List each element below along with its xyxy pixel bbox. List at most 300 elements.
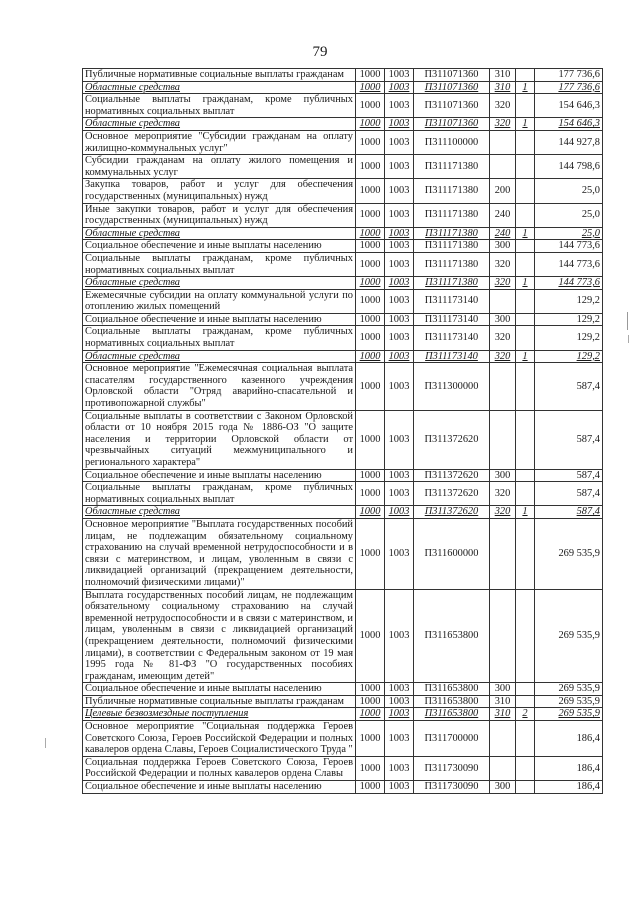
cell-name [83,482,356,506]
cell-expense-type-text: 300 [494,469,511,481]
cell-name-text: Публичные нормативные социальные выплаты гражданам [85,695,345,707]
cell-funding-source [516,683,535,696]
cell-section [356,203,385,227]
cell-amount-text: 154 646,3 [558,99,600,111]
cell-target-code [414,708,490,721]
table-row [83,227,603,240]
cell-name-text: Основное мероприятие "Выплата государственных пособий лицам, не подлежащим обязательному социальному страхованию на случай временной нетрудоспособности и в связи с материнством, и лицам, уволенным в связи с ликвидацией организаций (прекращением деятельности, полномочий физическими лицами)" [85,518,353,588]
cell-subsection [385,130,414,154]
cell-target-code [414,756,490,780]
cell-funding-source-text: 1 [522,81,528,93]
cell-expense-type [490,518,516,589]
cell-section [356,326,385,350]
cell-subsection [385,518,414,589]
cell-section [356,683,385,696]
cell-section [356,179,385,203]
cell-section-text: 1000 [359,487,381,499]
cell-expense-type [490,179,516,203]
cell-funding-source [516,69,535,82]
cell-funding-source-text: 1 [522,118,528,130]
cell-target-code [414,350,490,363]
cell-name-text: Областные средства [85,227,181,239]
cell-subsection [385,756,414,780]
cell-amount [535,469,603,482]
cell-expense-type [490,155,516,179]
cell-amount-text: 186,4 [576,762,600,774]
table-row [83,708,603,721]
cell-name [83,277,356,290]
cell-name [83,69,356,82]
cell-expense-type [490,326,516,350]
cell-funding-source [516,94,535,118]
table-row [83,69,603,82]
cell-subsection [385,118,414,131]
cell-expense-type-text: 320 [494,258,511,270]
table-row [83,179,603,203]
cell-section [356,69,385,82]
cell-section-text: 1000 [359,683,381,695]
cell-expense-type [490,277,516,290]
cell-subsection [385,69,414,82]
cell-amount-text: 129,2 [576,332,600,344]
cell-subsection-text: 1003 [388,295,410,307]
cell-target-code-text: П311171380 [424,160,479,172]
cell-target-code-text: П311171380 [424,185,479,197]
cell-amount-text: 144 927,8 [558,136,600,148]
cell-expense-type [490,695,516,708]
table-row [83,118,603,131]
cell-expense-type-text: 240 [494,227,511,239]
cell-target-code [414,227,490,240]
cell-subsection [385,695,414,708]
cell-name [83,721,356,757]
cell-expense-type [490,683,516,696]
cell-expense-type [490,81,516,94]
cell-section-text: 1000 [359,99,381,111]
cell-subsection-text: 1003 [388,81,410,93]
cell-funding-source [516,81,535,94]
cell-name [83,695,356,708]
cell-expense-type [490,482,516,506]
cell-funding-source-text: 1 [522,350,528,362]
cell-name-text: Социальные выплаты гражданам, кроме публичных нормативных социальных выплат [85,94,353,117]
cell-expense-type-text: 310 [494,81,511,93]
cell-name-text: Ежемесячные субсидии на оплату коммунальной услуги по отоплению жилых помещений [85,289,353,313]
cell-name-text: Социальное обеспечение и иные выплаты населению [85,313,322,325]
cell-expense-type-text: 300 [494,683,511,695]
cell-subsection-text: 1003 [388,708,410,720]
cell-amount [535,363,603,410]
table-row [83,81,603,94]
cell-subsection-text: 1003 [388,350,410,362]
cell-amount-text: 269 535,9 [558,683,600,695]
cell-section-text: 1000 [359,433,381,445]
cell-target-code [414,277,490,290]
cell-target-code [414,683,490,696]
cell-expense-type [490,350,516,363]
cell-section [356,94,385,118]
cell-name [83,589,356,683]
cell-section [356,756,385,780]
cell-funding-source [516,721,535,757]
cell-expense-type-text: 320 [494,332,511,344]
cell-name [83,781,356,794]
table-row [83,313,603,326]
cell-target-code [414,410,490,469]
cell-section [356,589,385,683]
cell-subsection-text: 1003 [388,487,410,499]
cell-subsection-text: 1003 [388,469,410,481]
cell-funding-source [516,289,535,313]
cell-expense-type [490,252,516,276]
cell-target-code-text: П311730090 [424,781,479,793]
cell-amount-text: 269 535,9 [558,708,600,720]
cell-amount [535,350,603,363]
cell-subsection-text: 1003 [388,258,410,270]
cell-target-code [414,363,490,410]
cell-name-text: Основное мероприятие "Социальная поддержка Героев Советского Союза, Героев Российской Федерации и полных кавалеров ордена Славы, Героев Социалистического Труда " [85,721,353,756]
cell-amount [535,277,603,290]
cell-funding-source [516,118,535,131]
cell-amount-text: 25,0 [581,209,600,221]
cell-name [83,118,356,131]
cell-section [356,252,385,276]
cell-section-text: 1000 [359,380,381,392]
table-row [83,695,603,708]
cell-subsection [385,155,414,179]
cell-subsection-text: 1003 [388,332,410,344]
cell-section-text: 1000 [359,313,381,325]
cell-subsection [385,721,414,757]
cell-name [83,363,356,410]
cell-target-code-text: П311100000 [424,136,479,148]
cell-amount-text: 144 773,6 [558,277,600,289]
cell-section-text: 1000 [359,136,381,148]
cell-funding-source-text: 1 [522,506,528,518]
cell-target-code-text: П311300000 [424,380,479,392]
table-row [83,277,603,290]
cell-subsection [385,179,414,203]
cell-expense-type-text: 310 [494,695,511,707]
cell-target-code [414,518,490,589]
cell-subsection-text: 1003 [388,506,410,518]
cell-target-code [414,781,490,794]
cell-target-code-text: П311071360 [424,81,479,93]
cell-subsection-text: 1003 [388,547,410,559]
cell-subsection-text: 1003 [388,630,410,642]
cell-amount [535,289,603,313]
cell-target-code [414,118,490,131]
cell-expense-type [490,410,516,469]
cell-section [356,130,385,154]
cell-section [356,781,385,794]
cell-name [83,756,356,780]
cell-subsection-text: 1003 [388,227,410,239]
cell-target-code [414,94,490,118]
cell-section [356,81,385,94]
cell-subsection-text: 1003 [388,732,410,744]
cell-section-text: 1000 [359,240,381,252]
cell-name [83,130,356,154]
table-row [83,350,603,363]
cell-section-text: 1000 [359,732,381,744]
cell-target-code [414,179,490,203]
cell-expense-type-text: 320 [494,350,511,362]
cell-target-code-text: П311372620 [424,506,479,518]
table-row [83,781,603,794]
cell-section [356,518,385,589]
cell-name [83,81,356,94]
cell-target-code-text: П311173140 [424,313,479,325]
cell-amount [535,240,603,253]
table-row [83,240,603,253]
cell-expense-type-text: 300 [494,781,511,793]
cell-amount-text: 186,4 [576,732,600,744]
cell-target-code [414,469,490,482]
cell-section-text: 1000 [359,781,381,793]
cell-funding-source-text: 1 [522,277,528,289]
cell-section [356,118,385,131]
cell-amount [535,410,603,469]
budget-table-body [83,69,603,794]
cell-amount [535,227,603,240]
table-row [83,506,603,519]
cell-expense-type [490,313,516,326]
table-row [83,482,603,506]
cell-subsection [385,227,414,240]
cell-amount-text: 587,4 [576,469,600,481]
cell-expense-type [490,94,516,118]
cell-target-code-text: П311653800 [424,708,479,720]
cell-section [356,155,385,179]
table-row [83,203,603,227]
cell-expense-type-text: 310 [494,708,511,720]
cell-subsection-text: 1003 [388,99,410,111]
cell-target-code-text: П311600000 [424,547,479,559]
cell-expense-type-text: 320 [494,487,511,499]
cell-amount [535,130,603,154]
cell-amount [535,179,603,203]
cell-section [356,363,385,410]
cell-target-code-text: П311171380 [424,209,479,221]
cell-name-text: Областные средства [85,350,181,362]
cell-name [83,203,356,227]
cell-section-text: 1000 [359,469,381,481]
cell-expense-type-text: 320 [494,118,511,130]
cell-section-text: 1000 [359,277,381,289]
cell-target-code-text: П311372620 [424,487,479,499]
cell-expense-type-text: 200 [494,185,511,197]
cell-section [356,482,385,506]
cell-amount-text: 587,4 [576,487,600,499]
table-row [83,363,603,410]
cell-section-text: 1000 [359,630,381,642]
table-row [83,130,603,154]
table-row [83,155,603,179]
cell-amount [535,252,603,276]
cell-subsection-text: 1003 [388,185,410,197]
cell-amount-text: 587,4 [576,433,600,445]
cell-target-code [414,313,490,326]
cell-target-code-text: П311653800 [424,695,479,707]
cell-name-text: Социальная поддержка Героев Советского Союза, Героев Российской Федерации и полных кавалеров ордена Славы [85,756,353,780]
cell-expense-type-text: 300 [494,240,511,252]
cell-target-code-text: П311173140 [425,350,478,362]
cell-section-text: 1000 [359,160,381,172]
cell-name [83,469,356,482]
cell-subsection-text: 1003 [388,695,410,707]
cell-name [83,155,356,179]
cell-section-text: 1000 [359,81,381,93]
table-row [83,683,603,696]
cell-name-text: Иные закупки товаров, работ и услуг для обеспечения государственных (муниципальных) нужд [85,203,353,227]
cell-funding-source [516,155,535,179]
cell-name-text: Публичные нормативные социальные выплаты гражданам [85,69,345,80]
cell-amount [535,482,603,506]
cell-subsection [385,363,414,410]
cell-name [83,326,356,350]
cell-name [83,227,356,240]
cell-name-text: Областные средства [85,81,181,93]
cell-amount-text: 129,2 [576,313,600,325]
cell-expense-type-text: 320 [494,277,511,289]
cell-subsection [385,683,414,696]
cell-funding-source [516,410,535,469]
cell-target-code-text: П311171380 [425,227,478,239]
cell-funding-source-text: 1 [522,227,528,239]
cell-target-code [414,240,490,253]
cell-subsection-text: 1003 [388,209,410,221]
cell-section-text: 1000 [359,258,381,270]
cell-subsection-text: 1003 [388,762,410,774]
cell-target-code-text: П311171380 [424,240,479,252]
cell-name [83,94,356,118]
table-row [83,589,603,683]
cell-expense-type [490,506,516,519]
cell-subsection [385,289,414,313]
cell-subsection [385,326,414,350]
table-row [83,289,603,313]
cell-target-code-text: П311653800 [424,683,479,695]
cell-amount-text: 186,4 [576,781,600,793]
cell-subsection [385,350,414,363]
cell-name-text: Целевые безвозмездные поступления [85,708,249,720]
cell-amount [535,683,603,696]
cell-expense-type [490,130,516,154]
cell-amount [535,203,603,227]
margin-mark [628,335,629,343]
cell-name-text: Социальные выплаты гражданам, кроме публичных нормативных социальных выплат [85,326,353,350]
cell-expense-type [490,289,516,313]
cell-subsection-text: 1003 [388,136,410,148]
cell-subsection-text: 1003 [388,277,410,289]
cell-subsection [385,240,414,253]
table-row [83,326,603,350]
cell-subsection-text: 1003 [388,683,410,695]
cell-funding-source [516,469,535,482]
cell-amount [535,721,603,757]
cell-target-code [414,289,490,313]
cell-section-text: 1000 [359,547,381,559]
cell-target-code [414,326,490,350]
cell-funding-source [516,277,535,290]
cell-section-text: 1000 [359,69,381,80]
cell-section [356,695,385,708]
cell-subsection [385,482,414,506]
cell-funding-source [516,326,535,350]
cell-amount [535,518,603,589]
cell-funding-source [516,781,535,794]
cell-target-code [414,81,490,94]
cell-funding-source [516,756,535,780]
cell-section [356,350,385,363]
cell-funding-source [516,589,535,683]
cell-expense-type [490,721,516,757]
cell-funding-source [516,240,535,253]
cell-subsection [385,94,414,118]
cell-section-text: 1000 [359,295,381,307]
cell-name-text: Социальные выплаты гражданам, кроме публичных нормативных социальных выплат [85,252,353,276]
table-row [83,252,603,276]
cell-amount-text: 25,0 [581,185,600,197]
cell-name [83,179,356,203]
cell-name [83,289,356,313]
cell-expense-type [490,203,516,227]
cell-amount [535,94,603,118]
cell-amount-text: 144 773,6 [558,240,600,252]
cell-amount-text: 177 736,6 [558,69,600,80]
cell-section-text: 1000 [359,708,381,720]
table-row [83,469,603,482]
cell-target-code [414,589,490,683]
cell-subsection [385,203,414,227]
cell-expense-type [490,708,516,721]
cell-amount [535,781,603,794]
cell-section [356,506,385,519]
cell-expense-type [490,756,516,780]
cell-subsection [385,781,414,794]
cell-amount-text: 269 535,9 [558,547,600,559]
cell-section [356,721,385,757]
cell-target-code [414,130,490,154]
cell-target-code-text: П311173140 [424,295,479,307]
cell-target-code-text: П311700000 [424,732,479,744]
table-row [83,94,603,118]
cell-name [83,350,356,363]
cell-funding-source [516,179,535,203]
cell-subsection [385,81,414,94]
cell-section [356,708,385,721]
cell-subsection-text: 1003 [388,118,410,130]
cell-amount [535,155,603,179]
cell-amount-text: 587,4 [576,506,600,518]
cell-amount [535,118,603,131]
cell-name [83,410,356,469]
cell-subsection [385,277,414,290]
cell-subsection [385,410,414,469]
cell-target-code-text: П311730090 [424,762,479,774]
cell-funding-source [516,203,535,227]
cell-subsection [385,469,414,482]
cell-target-code [414,155,490,179]
cell-name [83,506,356,519]
cell-expense-type-text: 310 [494,69,511,80]
cell-expense-type-text: 320 [494,506,511,518]
cell-target-code [414,721,490,757]
cell-expense-type-text: 240 [494,209,511,221]
cell-funding-source [516,695,535,708]
cell-name-text: Закупка товаров, работ и услуг для обеспечения государственных (муниципальных) нужд [85,179,353,202]
